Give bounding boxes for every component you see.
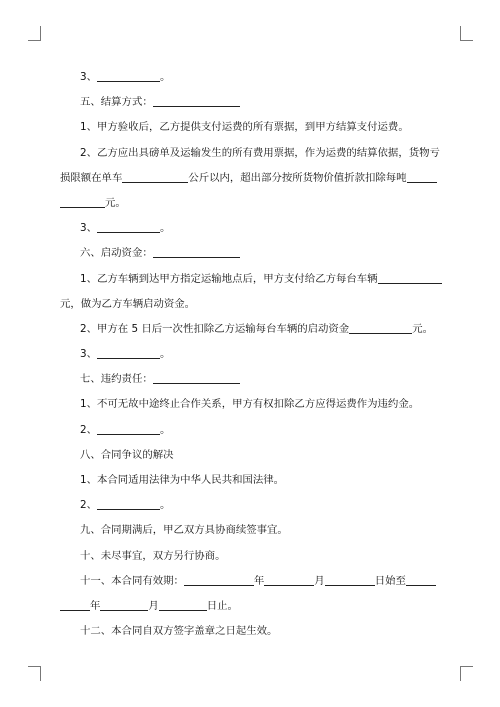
clause-line — [60, 468, 445, 493]
clause-line — [60, 493, 445, 518]
clause-line — [60, 267, 445, 292]
clause-text: 1、乙方车辆到达甲方指定运输地点后，甲方支付给乙方每台车辆 — [80, 272, 378, 285]
fill-in-blank — [153, 247, 240, 258]
clause-text: 1、甲方验收后，乙方提供支付运费的所有票据，到甲方结算支付运费。 — [80, 121, 409, 134]
fill-in-blank — [97, 222, 160, 233]
section-heading — [60, 367, 445, 392]
date-unit: 年 — [90, 599, 101, 612]
section-heading — [60, 90, 445, 115]
section-heading-text: 十二、本合同自双方签字盖章之日起生效。 — [80, 625, 278, 638]
section-heading-text: 八、合同争议的解决 — [80, 448, 174, 461]
fill-in-blank — [407, 172, 437, 183]
clause-end: 。 — [160, 71, 171, 83]
clause-continuation — [60, 191, 445, 216]
section-heading-text: 十一、本合同有效期： — [80, 574, 184, 587]
date-unit: 日始至 — [374, 574, 406, 587]
crop-mark-bottom-right — [460, 666, 473, 681]
section-heading — [60, 569, 445, 594]
clause-number: 2、 — [80, 499, 98, 512]
fill-in-blank — [122, 172, 188, 183]
clause-text: 公斤以内，超出部分按所货物价值折款扣除每吨 — [188, 171, 407, 184]
fill-in-blank — [378, 273, 442, 284]
section-heading-text: 七、违约责任： — [80, 373, 153, 386]
clause-number: 3、 — [80, 222, 98, 235]
clause-number: 3、 — [80, 348, 98, 361]
fill-in-blank — [153, 373, 240, 384]
clause-number: 2、 — [80, 423, 98, 436]
clause-continuation — [60, 594, 445, 619]
fill-in-blank — [97, 499, 160, 510]
clause-text: 元。 — [105, 196, 126, 209]
clause-end: 。 — [160, 499, 171, 512]
fill-in-blank — [406, 575, 436, 586]
clause-text: 2、甲方在 5 日后一次性扣除乙方运输每台车辆的启动资金 — [80, 322, 350, 335]
clause-line — [60, 65, 445, 90]
clause-line — [60, 418, 445, 443]
date-unit: 日止。 — [206, 599, 238, 612]
crop-mark-top-left — [28, 26, 41, 41]
fill-in-blank — [100, 600, 148, 611]
clause-line — [60, 342, 445, 367]
clause-continuation — [60, 292, 445, 317]
clause-line — [60, 141, 445, 166]
clause-number: 3、 — [80, 71, 98, 83]
fill-in-blank — [97, 71, 160, 82]
crop-mark-top-right — [460, 26, 473, 41]
fill-in-blank — [349, 323, 412, 334]
fill-in-blank — [97, 348, 160, 359]
fill-in-blank — [60, 197, 105, 208]
date-unit: 月 — [148, 599, 159, 612]
clause-end: 。 — [160, 423, 171, 436]
clause-continuation — [60, 166, 445, 191]
fill-in-blank — [153, 96, 240, 107]
section-heading-text: 十、未尽事宜，双方另行协商。 — [80, 549, 226, 562]
section-heading-text: 六、启动资金： — [80, 247, 153, 260]
fill-in-blank — [325, 575, 375, 586]
clause-line — [60, 115, 445, 140]
fill-in-blank — [184, 575, 254, 586]
section-heading — [60, 544, 445, 569]
contract-body — [60, 65, 445, 644]
section-heading — [60, 241, 445, 266]
clause-text: 损限额在单车 — [60, 171, 123, 184]
clause-end: 元。 — [412, 322, 433, 335]
clause-text: 1、本合同适用法律为中华人民共和国法律。 — [80, 474, 285, 486]
clause-end: 。 — [160, 222, 171, 235]
fill-in-blank — [97, 424, 160, 435]
clause-line — [60, 216, 445, 241]
clause-text: 2、乙方应出具磅单及运输发生的所有费用票据，作为运费的结算依据，货物亏 — [80, 146, 440, 159]
fill-in-blank — [159, 600, 207, 611]
section-heading-text: 五、结算方式： — [80, 96, 153, 109]
date-unit: 年 — [253, 574, 265, 587]
section-heading — [60, 518, 445, 543]
fill-in-blank — [264, 575, 314, 586]
section-heading-text: 九、合同期满后，甲乙双方具协商续签事宜。 — [80, 524, 288, 537]
clause-end: 。 — [160, 348, 171, 361]
clause-line — [60, 392, 445, 417]
crop-mark-bottom-left — [28, 666, 41, 681]
fill-in-blank — [60, 600, 90, 611]
section-heading — [60, 619, 445, 644]
clause-text: 1、不可无故中途终止合作关系，甲方有权扣除乙方应得运费作为违约金。 — [80, 398, 420, 411]
section-heading — [60, 443, 445, 468]
clause-text: 元，做为乙方车辆启动资金。 — [60, 297, 196, 310]
date-unit: 月 — [314, 574, 325, 587]
clause-line — [60, 317, 445, 342]
